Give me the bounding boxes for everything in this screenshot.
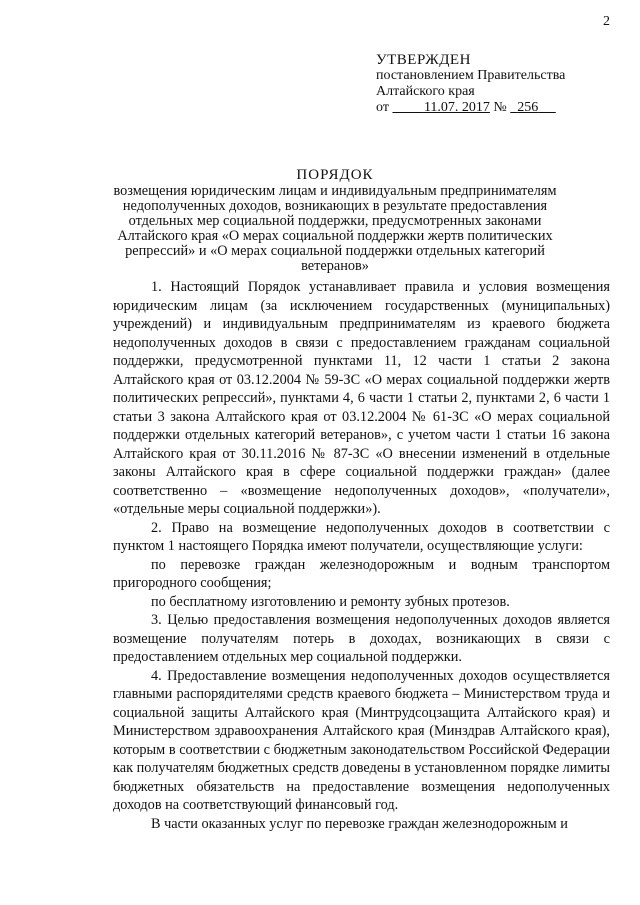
- paragraph-6: 4. Предоставление возмещения недополученных доходов осуществляется главными распорядителями средств краевого бюджета – Министерством труда и социальной защиты Алтайского края (Минтрудсоцзащита Алтайского края) и Министерством здравоохранения Алтайского края (Минздрав Алтайского края), которым в соответствии с бюджетным законодательством Российской Федерации как получателям бюджетных средств доведены в установленном порядке лимиты бюджетных обязательств на предоставление возмещения недополученных доходов на соответствующий финансовый год.: [113, 667, 610, 813]
- paragraph-2: 2. Право на возмещение недополученных доходов в соответствии с пунктом 1 настоящего Порядка имеют получатели, осуществляющие услуги:: [113, 519, 610, 554]
- paragraph-7: В части оказанных услуг по перевозке граждан железнодорожным и: [151, 815, 568, 832]
- paragraph-3: по перевозке граждан железнодорожным и водным транспортом пригородного сообщения;: [113, 556, 610, 591]
- date-value: 11.07. 2017: [423, 100, 490, 115]
- approval-date-line: [376, 100, 626, 116]
- approval-line-1: постановлением Правительства: [376, 68, 566, 83]
- document-title: [110, 168, 560, 274]
- date-prefix: от: [376, 100, 389, 115]
- document-body: [113, 278, 610, 833]
- paragraph-1: 1. Настоящий Порядок устанавливает правила и условия возмещения юридическим лицам (за исключением государственных (муниципальных) учреждений) и индивидуальным предпринимателям из краевого бюджета недополученных доходов в связи с предоставлением гражданам социальной поддержки, предусмотренной пунктами 11, 12 части 1 статьи 2 закона Алтайского края от 03.12.2004 № 59-ЗС «О мерах социальной поддержки жертв политических репрессий», пунктами 4, 6 части 1 статьи 2, пунктами 2, 6 части 1 статьи 3 закона Алтайского края от 03.12.2004 № 61-ЗС «О мерах социальной поддержки отдельных категорий ветеранов», с учетом части 1 статьи 16 закона Алтайского края от 30.11.2016 № 87-ЗС «О внесении изменений в отдельные законы Алтайского края в сфере социальной поддержки граждан» (далее соответственно – «возмещение недополученных доходов», «получатели», «отдельные меры социальной поддержки»).: [113, 279, 610, 517]
- approval-stamp: [376, 52, 626, 116]
- approval-line-2: Алтайского края: [376, 84, 475, 99]
- approval-heading: УТВЕРЖДЕН: [376, 52, 471, 68]
- number-value: 256: [517, 100, 539, 115]
- page-number: 2: [603, 14, 610, 29]
- paragraph-5: 3. Целью предоставления возмещения недополученных доходов является возмещение получателям потерь в доходах, возникающих в связи с предоставлением отдельных мер социальной поддержки.: [113, 612, 610, 665]
- paragraph-4: по бесплатному изготовлению и ремонту зубных протезов.: [151, 593, 510, 610]
- number-label: №: [493, 100, 507, 115]
- title-heading: ПОРЯДОК: [296, 167, 374, 183]
- title-subtitle: возмещения юридическим лицам и индивидуальным предпринимателям недополученных доходов, возникающих в результате предоставления отдельных мер социальной поддержки, предусмотренных законами Алтайского края «О мерах социальной поддержки жертв политических репрессий» и «О мерах социальной поддержки отдельных категорий ветеранов»: [113, 183, 557, 274]
